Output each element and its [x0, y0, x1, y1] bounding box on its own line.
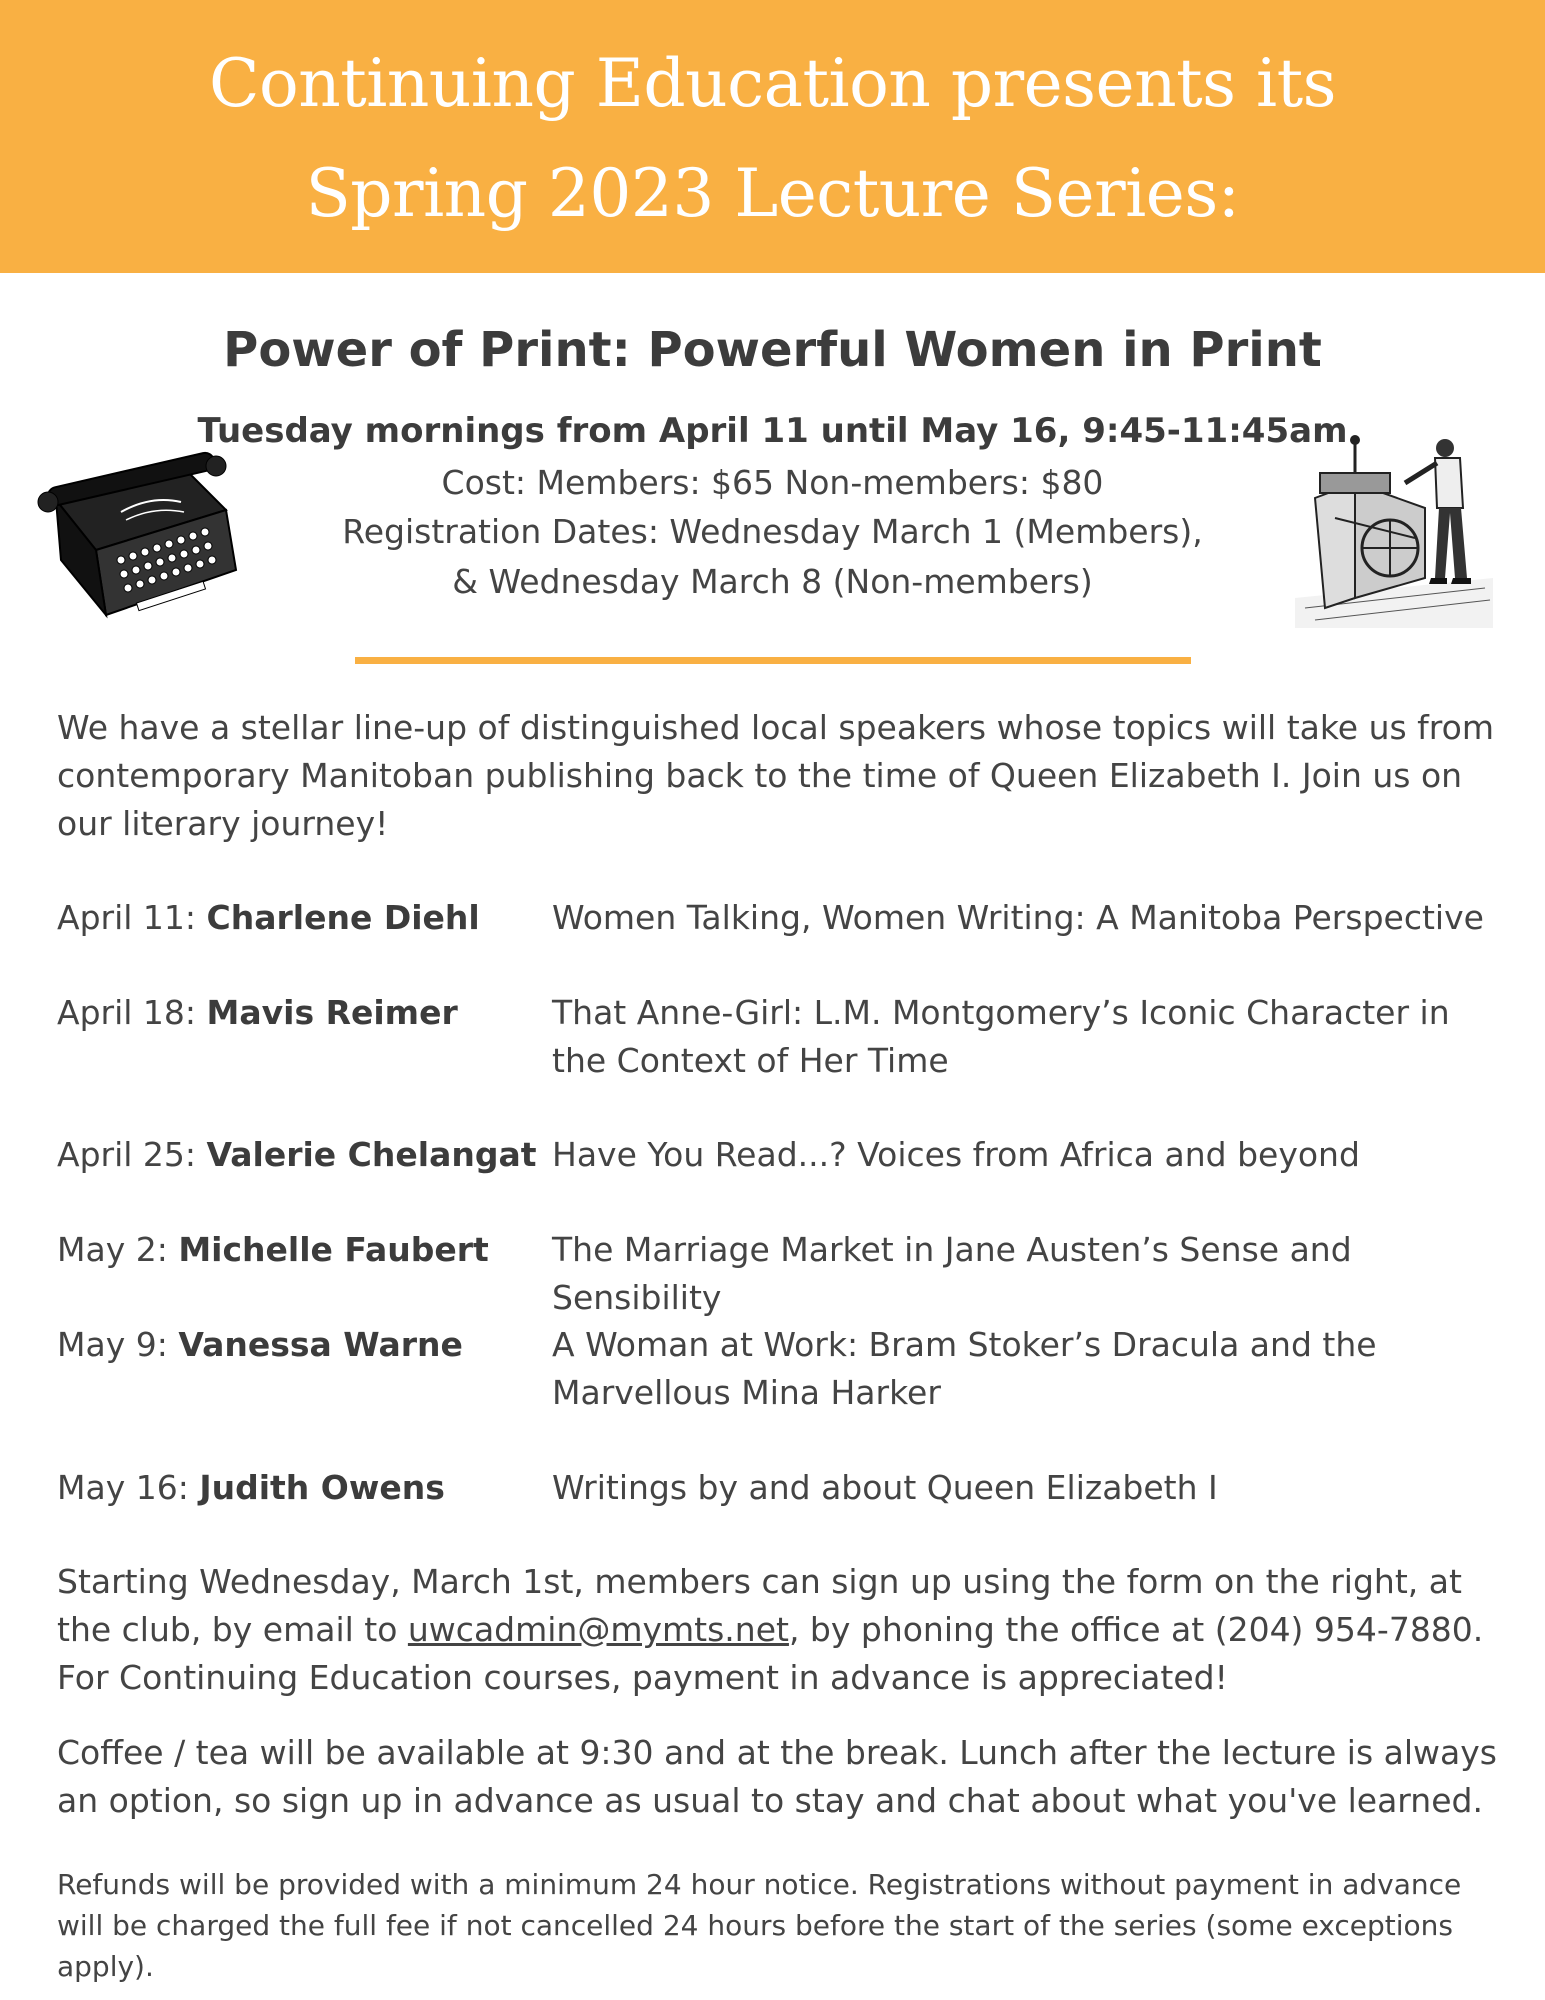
lecture-speaker: Mavis Reimer: [206, 993, 458, 1032]
lecture-speaker: Vanessa Warne: [178, 1325, 463, 1364]
lecture-speaker: Charlene Diehl: [206, 898, 480, 937]
lecture-speaker: Valerie Chelangat: [206, 1135, 537, 1174]
intro-paragraph: We have a stellar line-up of distinguished local speakers whose topics will take us from contemporary Manitoban publishing back to the time of Queen Elizabeth I. Join us on our literary journey!: [57, 708, 1494, 843]
lecture-date: May 9:: [57, 1325, 179, 1364]
lecture-topic: Have You Read...? Voices from Africa and beyond: [552, 1135, 1360, 1174]
printing-press-illustration: [1295, 428, 1493, 628]
lecture-topic: A Woman at Work: Bram Stoker’s Dracula and the Marvellous Mina Harker: [552, 1325, 1377, 1412]
lecture-speaker: Judith Owens: [199, 1468, 445, 1507]
schedule-line: Tuesday mornings from April 11 until May 16, 9:45-11:45am: [197, 411, 1348, 451]
lecture-date: May 16:: [57, 1468, 200, 1507]
lecture-date: April 25:: [57, 1135, 207, 1174]
registration-line-1: Registration Dates: Wednesday March 1 (Members),: [342, 512, 1203, 551]
lecture-topic: That Anne-Girl: L.M. Montgomery’s Iconic Character in the Context of Her Time: [552, 993, 1450, 1080]
section-divider: [355, 657, 1191, 664]
email-link[interactable]: uwcadmin@mymts.net: [407, 1610, 789, 1649]
signup-paragraph: [57, 1558, 1497, 1702]
signup-text-before: Starting Wednesday, March 1st, members can sign up using the form on the right, at the club, by email to: [57, 1562, 1462, 1649]
registration-line-2: & Wednesday March 8 (Non-members): [452, 562, 1093, 601]
cost-line: Cost: Members: $65 Non-members: $80: [441, 463, 1104, 502]
header-banner: [0, 0, 1545, 273]
series-title: Power of Print: Powerful Women in Print: [223, 322, 1322, 378]
lecture-date: April 11:: [57, 898, 207, 937]
lecture-topic: Women Talking, Women Writing: A Manitoba Perspective: [552, 898, 1484, 937]
refund-policy: Refunds will be provided with a minimum 24 hour notice. Registrations without payment in advance will be charged the full fee if not cancelled 24 hours before the start of the series (some exceptions apply).: [57, 1868, 1462, 1983]
signup-text-after: , by phoning the office at (204) 954-7880. For Continuing Education courses, payment in advance is appreciated!: [57, 1610, 1484, 1697]
lecture-topic: Writings by and about Queen Elizabeth I: [552, 1468, 1218, 1507]
banner-title-line-2: Spring 2023 Lecture Series:: [305, 155, 1240, 232]
banner-title-line-1: Continuing Education presents its: [209, 45, 1336, 122]
lecture-topic: The Marriage Market in Jane Austen’s Sense and Sensibility: [552, 1230, 1352, 1317]
lecture-date: April 18:: [57, 993, 207, 1032]
coffee-paragraph: Coffee / tea will be available at 9:30 and at the break. Lunch after the lecture is always an option, so sign up in advance as usual to stay and chat about what you've learned.: [57, 1733, 1497, 1820]
lecture-speaker: Michelle Faubert: [178, 1230, 489, 1269]
lecture-date: May 2:: [57, 1230, 179, 1269]
